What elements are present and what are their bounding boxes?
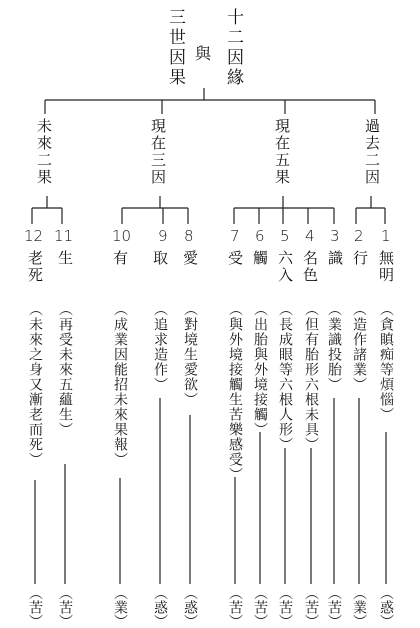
link-name: 生 — [56, 250, 74, 267]
link-tag: （苦） — [326, 586, 342, 628]
link-number: 3 — [330, 227, 340, 245]
link-description: （追求造作） — [152, 302, 168, 392]
link-name: 觸 — [251, 250, 269, 267]
group-label-past-causes: 過去二因 — [363, 118, 381, 186]
link-number: 8 — [184, 227, 194, 245]
link-name: 取 — [151, 250, 169, 267]
link-tag: （苦） — [27, 586, 43, 628]
link-name: 愛 — [181, 250, 199, 267]
link-tag: （苦） — [227, 586, 243, 628]
group-label-future-effects: 未來二果 — [35, 118, 53, 186]
link-name: 六入 — [276, 250, 294, 284]
link-description: （業識投胎） — [326, 302, 342, 392]
diagram-title: 十二因緣 — [223, 8, 243, 88]
link-description: （造作諸業） — [351, 302, 367, 392]
link-description: （再受未來五蘊生） — [57, 302, 73, 437]
link-name: 識 — [326, 250, 344, 267]
link-tag: （惑） — [182, 586, 198, 628]
link-tag: （苦） — [303, 586, 319, 628]
link-name: 有 — [111, 250, 129, 267]
link-number: 4 — [305, 227, 315, 245]
link-tag: （惑） — [378, 586, 394, 628]
link-tag: （苦） — [252, 586, 268, 628]
link-number: 12 — [24, 227, 44, 245]
link-tag: （苦） — [277, 586, 293, 628]
link-tag: （業） — [351, 586, 367, 628]
link-number: 7 — [230, 227, 240, 245]
group-label-present-effects: 現在五果 — [273, 118, 291, 186]
link-description: （但有胎形六根未具） — [303, 302, 319, 452]
title-connector: 與 — [195, 44, 212, 63]
link-description: （出胎與外境接觸） — [252, 302, 268, 437]
link-number: 6 — [255, 227, 265, 245]
link-number: 2 — [354, 227, 364, 245]
group-label-present-causes: 現在三因 — [149, 118, 167, 186]
link-description: （對境生愛欲） — [182, 302, 198, 407]
link-tag: （惑） — [152, 586, 168, 628]
link-description: （長成眼等六根人形） — [277, 302, 293, 452]
link-number: 1 — [381, 227, 391, 245]
link-description: （未來之身又漸老而死） — [27, 302, 43, 467]
link-name: 無明 — [377, 250, 395, 284]
link-number: 10 — [112, 227, 132, 245]
link-name: 受 — [226, 250, 244, 267]
link-description: （貪瞋痴等煩惱） — [378, 302, 394, 422]
link-number: 5 — [280, 227, 290, 245]
link-name: 名色 — [301, 250, 319, 284]
link-number: 11 — [54, 227, 74, 245]
link-name: 老死 — [26, 250, 44, 284]
link-name: 行 — [351, 250, 369, 267]
link-description: （與外境接觸生苦樂感受） — [227, 302, 243, 482]
link-number: 9 — [158, 227, 168, 245]
link-tag: （業） — [112, 586, 128, 628]
link-tag: （苦） — [57, 586, 73, 628]
diagram-subtitle: 三世因果 — [165, 8, 185, 88]
link-description: （成業因能招未來果報） — [112, 302, 128, 467]
